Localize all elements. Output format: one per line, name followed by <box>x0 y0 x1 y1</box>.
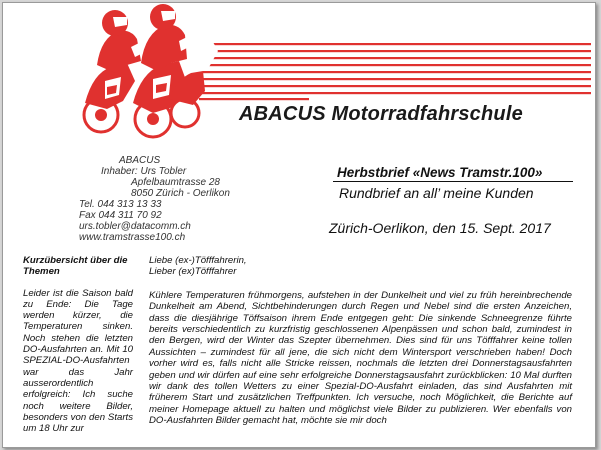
address-city: 8050 Zürich - Oerlikon <box>131 188 230 199</box>
address-email: urs.tobler@datacomm.ch <box>79 221 191 232</box>
salutation-line-1: Liebe (ex-)Töfffahrerin, <box>149 255 247 266</box>
letter-subtitle: Rundbrief an all’ meine Kunden <box>339 185 534 201</box>
salutation <box>149 255 572 278</box>
address-owner: Inhaber: Urs Tobler <box>101 166 187 177</box>
address-company: ABACUS <box>119 155 161 166</box>
address-fax: Fax 044 311 70 92 <box>79 210 162 221</box>
salutation-line-2: Lieber (ex)Töfffahrer <box>149 266 237 278</box>
sender-address <box>79 155 230 243</box>
sidebar-heading: Kurzübersicht über die Themen <box>23 255 128 278</box>
body-paragraph: Kühlere Temperaturen frühmorgens, aufstehen in der Dunkelheit und viel zu früh hereinbrechende Dunkelheit am Abend, Sichtbehinderungen durch Regen und Nebel sind die ersten Anzeichen, dass die diesjährige Töffsaison ihrem Ende entgegen geht: Die sinkende Schneegrenze führte bereits verschiedentlich zu kurzfristig geschlossenen Alpenpässen und schon bald, zumindest in den Bergen, wird der Winter das Szepter übernehmen. Dies sind für uns Töfffahrer keine tollen Aussichten – zumindest für all jene, die sich nicht dem Wintersport verschrieben haben! Doch vorher wird es, falls nicht alle Stricke reissen, nochmals die letzten drei Donnerstagsausfahrten geben und wir dürfen auf eine sehr erfolgreiche Donnerstagsausfahrt zurückblicken: 10 Mal durften wir dank des tollen Wetters zu einer Spezial-DO-Ausfahrt einladen, das sind Ausfahrten mit früherem Start und zusätzlichen Treffpunkten. Ich versuche, noch Möglichkeit, die Berichte auf meiner Homepage aktuell zu halten und möglichst viele Bilder zu publizieren. Wer ebenfalls von DO-Ausfahrten Bilder gemacht hat, möchte sie mir doch <box>149 289 572 427</box>
address-street: Apfelbaumtrasse 28 <box>131 177 220 188</box>
topics-sidebar <box>23 255 133 434</box>
letter-page <box>2 2 596 448</box>
address-website: www.tramstrasse100.ch <box>79 232 186 243</box>
company-name: ABACUS Motorradfahrschule <box>239 103 523 125</box>
address-tel: Tel. 044 313 13 33 <box>79 199 162 210</box>
letter-title: Herbstbrief «News Tramstr.100» <box>337 165 543 180</box>
title-underline <box>333 181 573 182</box>
place-date: Zürich-Oerlikon, den 15. Sept. 2017 <box>329 220 551 236</box>
logo-riders <box>84 4 218 137</box>
letter-body <box>149 255 572 427</box>
sidebar-text: Leider ist die Saison bald zu Ende: Die Tage werden kürzer, die Temperaturen sinken. Noch stehen die letzten DO-Ausfahrten an. Mit 10 SPEZIAL-DO-Ausfahrten war das Jahr ausserordentlich erfolgreich: Ich suche noch weitere Bilder, besonders von den Starts um 18 Uhr zur <box>23 287 133 435</box>
